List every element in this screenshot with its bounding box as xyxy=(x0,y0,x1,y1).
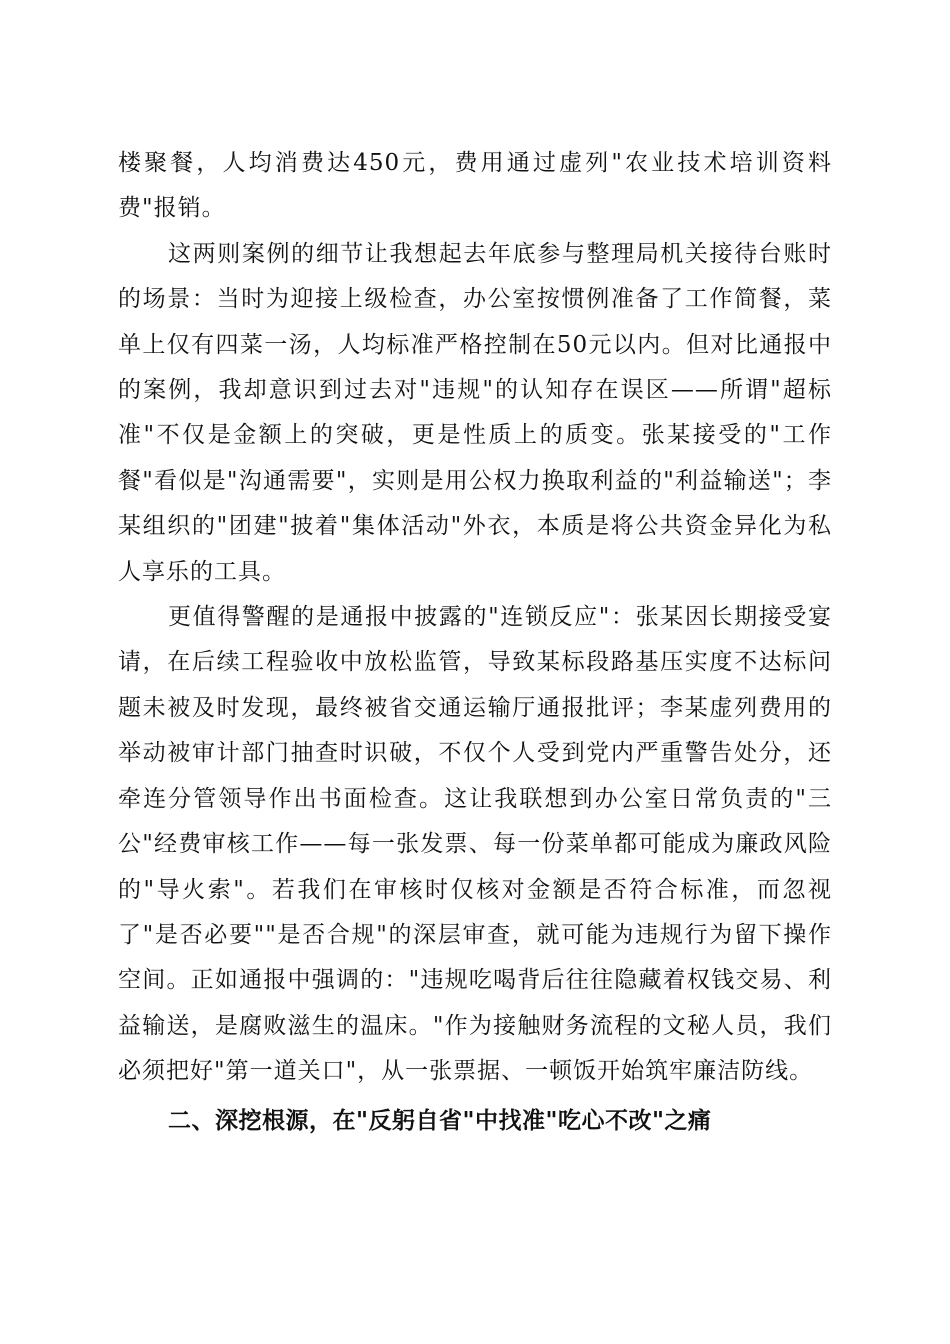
section-heading: 二、深挖根源，在"反躬自省"中找准"吃心不改"之痛 xyxy=(168,1107,712,1134)
paragraph-chain-reaction: 更值得警醒的是通报中披露的"连锁反应"：张某因长期接受宴请，在后续工程验收中放松监管，导致某标段路基压实度不达标问题未被及时发现，最终被省交通运输厅通报批评；李某虚列费用的举动被审计部门抽查时识破，不仅个人受到党内严重警告处分，还牵连分管领导作出书面检查。这让我联想到办公室日常负责的"三公"经费审核工作——每一张发票、每一份菜单都可能成为廉政风险的"导火索"。若我们在审核时仅核对金额是否符合标准，而忽视了"是否必要""是否合规"的深层审查，就可能为违规行为留下操作空间。正如通报中强调的："违规吃喝背后往往隐藏着权钱交易、利益输送，是腐败滋生的温床。"作为接触财务流程的文秘人员，我们必须把好"第一道关口"，从一张票据、一顿饭开始筑牢廉洁防线。 xyxy=(118,604,832,1085)
document-body xyxy=(118,141,832,1147)
paragraph-reception-ledger: 这两则案例的细节让我想起去年底参与整理局机关接待台账时的场景：当时为迎接上级检查，办公室按惯例准备了工作简餐，菜单上仅有四菜一汤，人均标准严格控制在50元以内。但对比通报中的案例，我却意识到过去对"违规"的认知存在误区——所谓"超标准"不仅是金额上的突破，更是性质上的质变。张某接受的"工作餐"看似是"沟通需要"，实则是用公权力换取利益的"利益输送"；李某组织的"团建"披着"集体活动"外衣，本质是将公共资金异化为私人享乐的工具。 xyxy=(118,240,832,585)
paragraph-continuation: 楼聚餐，人均消费达450元，费用通过虚列"农业技术培训资料费"报销。 xyxy=(118,150,832,222)
